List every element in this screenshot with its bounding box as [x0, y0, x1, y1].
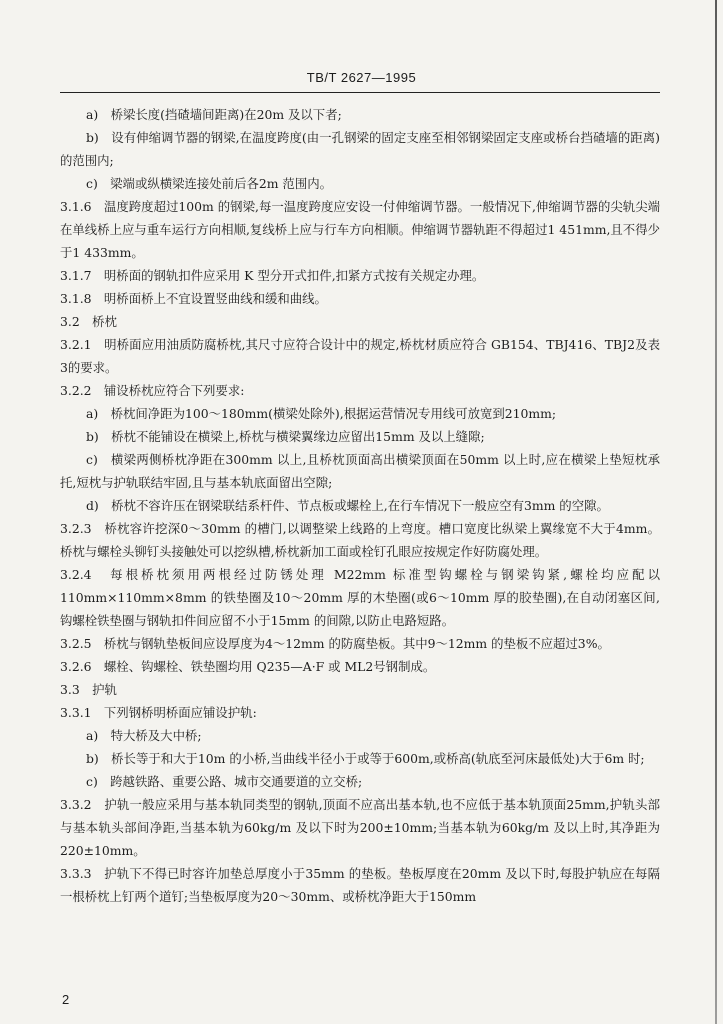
standard-header: TB/T 2627—1995	[306, 70, 417, 85]
paragraph: a) 特大桥及大中桥;	[86, 728, 202, 743]
paragraph: b) 设有伸缩调节器的钢梁,在温度跨度(由一孔钢梁的固定支座至相邻钢梁固定支座或桥台挡碴墙的距离)的范围内;	[60, 130, 660, 168]
paragraph: 3.2.5 桥枕与钢轨垫板间应设厚度为4～12mm 的防腐垫板。其中9～12mm 的垫板不应超过3%。	[60, 636, 610, 651]
paragraph: 3.2.3 桥枕容许挖深0～30mm 的槽门,以调整梁上线路的上弯度。槽口宽度比纵梁上翼缘宽不大于4mm。桥枕与螺栓头铆钉头接触处可以挖纵槽,桥枕新加工面或栓钉孔眼应按规定作好防腐处理。	[60, 521, 660, 559]
paragraph: 3.1.7 明桥面的钢轨扣件应采用 K 型分开式扣件,扣紧方式按有关规定办理。	[60, 268, 485, 283]
paragraph: 3.1.6 温度跨度超过100m 的钢梁,每一温度跨度应安设一付伸缩调节器。一般情况下,伸缩调节器的尖轨尖端在单线桥上应与重车运行方向相顺,复线桥上应与行车方向相顺。伸缩调节器轨距不得超过1 451mm,且不得少于1 433mm。	[60, 199, 660, 260]
document-body	[60, 103, 660, 908]
paragraph: c) 横梁两侧桥枕净距在300mm 以上,且桥枕顶面高出横梁顶面在50mm 以上时,应在横梁上垫短枕承托,短枕与护轨联结牢固,且与基本轨底面留出空隙;	[60, 452, 660, 490]
section-heading: 3.2 桥枕	[60, 314, 117, 329]
paragraph: 3.2.2 铺设桥枕应符合下列要求:	[60, 383, 245, 398]
paragraph: 3.2.6 螺栓、钩螺栓、铁垫圈均用 Q235—A·F 或 ML2号钢制成。	[60, 659, 436, 674]
paragraph: 3.2.1 明桥面应用油质防腐桥枕,其尺寸应符合设计中的规定,桥枕材质应符合 GB154、TBJ416、TBJ2及表3的要求。	[60, 337, 660, 375]
paragraph: 3.3.3 护轨下不得已时容许加垫总厚度小于35mm 的垫板。垫板厚度在20mm 及以下时,每股护轨应在每隔一根桥枕上钉两个道钉;当垫板厚度为20～30mm、或桥枕净距大于150mm	[60, 866, 660, 904]
paragraph: a) 桥枕间净距为100～180mm(横梁处除外),根据运营情况专用线可放宽到210mm;	[86, 406, 557, 421]
paragraph: c) 梁端或纵横梁连接处前后各2m 范围内。	[86, 176, 332, 191]
paragraph: b) 桥长等于和大于10m 的小桥,当曲线半径小于或等于600m,或桥高(轨底至河床最低处)大于6m 时;	[86, 751, 645, 766]
header-rule	[60, 92, 660, 93]
paragraph: 3.1.8 明桥面桥上不宜设置竖曲线和缓和曲线。	[60, 291, 327, 306]
scan-edge-line	[715, 0, 717, 1024]
paragraph: 3.3.1 下列钢桥明桥面应铺设护轨:	[60, 705, 257, 720]
section-heading: 3.3 护轨	[60, 682, 117, 697]
paragraph: 3.3.2 护轨一般应采用与基本轨同类型的钢轨,顶面不应高出基本轨,也不应低于基本轨顶面25mm,护轨头部与基本轨头部间净距,当基本轨为60kg/m 及以下时为200±10mm;当基本轨为60kg/m 及以上时,其净距为220±10mm。	[60, 797, 660, 858]
paragraph: d) 桥枕不容许压在钢梁联结系杆件、节点板或螺栓上,在行车情况下一般应空有3mm 的空隙。	[86, 498, 609, 513]
paragraph: b) 桥枕不能铺设在横梁上,桥枕与横梁翼缘边应留出15mm 及以上缝隙;	[86, 429, 485, 444]
paragraph: a) 桥梁长度(挡碴墙间距离)在20m 及以下者;	[86, 107, 342, 122]
paragraph: 3.2.4 每根桥枕须用两根经过防锈处理 M22mm 标准型钩螺栓与钢梁钩紧,螺栓均应配以110mm×110mm×8mm 的铁垫圈及10～20mm 厚的木垫圈(或6～10mm 厚的胶垫圈),在自动闭塞区间,钩螺栓铁垫圈与钢轨扣件间应留不小于15mm 的间隙,以防止电路短路。	[60, 567, 660, 628]
page-number: 2	[62, 992, 70, 1007]
paragraph: c) 跨越铁路、重要公路、城市交通要道的立交桥;	[86, 774, 363, 789]
